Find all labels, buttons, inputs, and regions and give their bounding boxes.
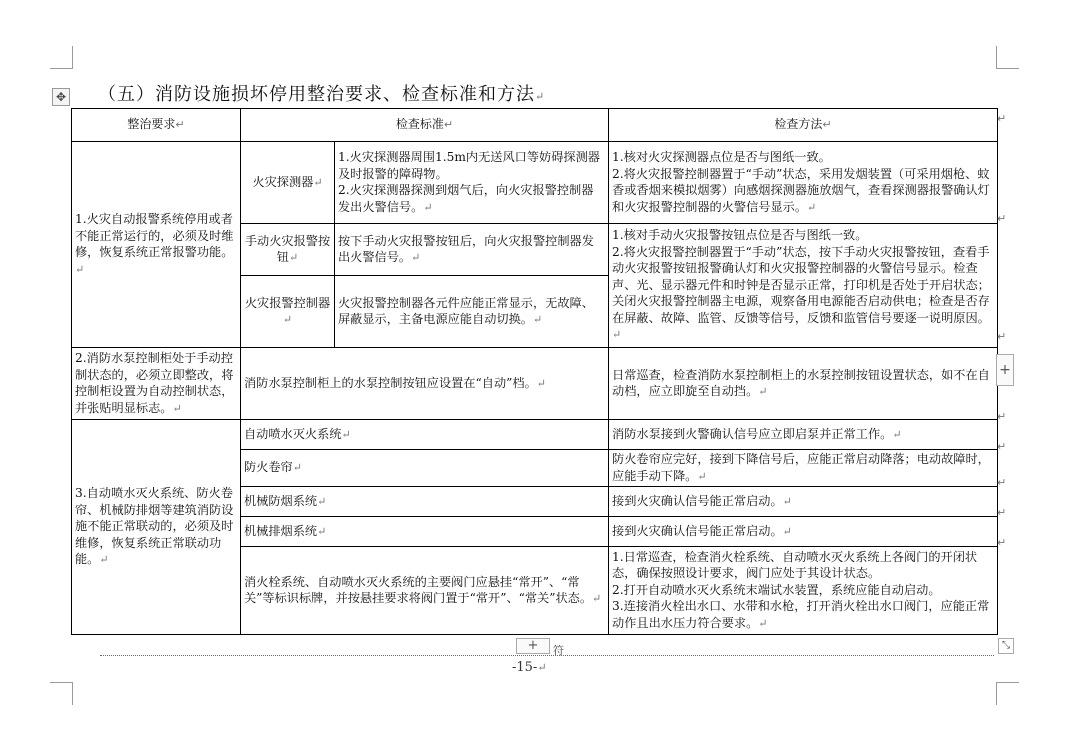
footer-divider bbox=[100, 655, 994, 656]
row-end-mark: ↵ bbox=[997, 410, 1007, 423]
requirement-cell: 2.消防水泵控制柜处于手动控制状态的，必须立即整改，将控制柜设置为自动控制状态，并张贴明显标志。↵ bbox=[72, 348, 241, 420]
standard-cell: 按下手动火灾报警按钮后，向火灾报警控制器发出火警信号。↵ bbox=[335, 224, 609, 276]
standard-cell: 防火卷帘↵ bbox=[241, 450, 609, 487]
table-move-handle-icon[interactable]: ✥ bbox=[52, 88, 70, 106]
standard-cell: 消防水泵控制柜上的水泵控制按钮应设置在“自动”档。↵ bbox=[241, 348, 609, 420]
method-cell: 1.核对火灾探测器点位是否与图纸一致。 2.将火灾报警控制器置于“手动”状态，采用发烟装置（可采用烟枪、蚊香或香烟来模拟烟雾）向感烟探测器施放烟气，查看探测器报警确认灯和火灾报警控制器的火警信号显示。↵ bbox=[609, 142, 998, 224]
section-heading bbox=[98, 80, 545, 106]
item-name-cell: 手动火灾报警按钮↵ bbox=[241, 224, 335, 276]
row-end-mark: ↵ bbox=[997, 212, 1007, 225]
method-cell: 接到火灾确认信号能正常启动。↵ bbox=[609, 517, 998, 547]
method-cell: 1.日常巡查，检查消火栓系统、自动喷水灭火系统上各阀门的开闭状态，确保按照设计要求，阀门应处于其设计状态。 2.打开自动喷水灭火系统末端试水装置，系统应能自动启动。 3.连接消火栓出水口、水带和水枪，打开消火栓出水口阀门，应能正常动作且出水压力符合要求。↵ bbox=[609, 547, 998, 635]
standard-cell: 自动喷水灭火系统↵ bbox=[241, 420, 609, 450]
standard-cell: 火灾报警控制器各元件应能正常显示，无故障、屏蔽显示，主备电源应能自动切换。↵ bbox=[335, 276, 609, 348]
method-cell: 消防水泵接到火警确认信号应立即启泵并正常工作。↵ bbox=[609, 420, 998, 450]
standard-cell: 1.火灾探测器周围1.5m内无送风口等妨碍探测器及时报警的障碍物。 2.火灾探测器探测到烟气后，向火灾报警控制器发出火警信号。↵ bbox=[335, 142, 609, 224]
item-name-cell: 火灾探测器↵ bbox=[241, 142, 335, 224]
table-resize-icon[interactable]: ⤡ bbox=[998, 638, 1014, 654]
row-end-mark: ↵ bbox=[997, 506, 1007, 519]
header-method: 检查方法↵ bbox=[609, 109, 998, 142]
item-name-cell: 火灾报警控制器↵ bbox=[241, 276, 335, 348]
row-end-mark: ↵ bbox=[997, 476, 1007, 489]
table-row bbox=[72, 420, 998, 450]
row-end-mark: ↵ bbox=[997, 112, 1007, 125]
table-row bbox=[72, 142, 998, 224]
inspection-table bbox=[71, 108, 998, 635]
paragraph-mark: ↵ bbox=[535, 90, 546, 103]
method-cell: 日常巡查，检查消防水泵控制柜上的水泵控制按钮设置状态，如不在自动档，应立即旋至自动挡。↵ bbox=[609, 348, 998, 420]
requirement-cell: 1.火灾自动报警系统停用或者不能正常运行的，必须及时维修，恢复系统正常报警功能。↵ bbox=[72, 142, 241, 348]
method-cell: 1.核对手动火灾报警按钮点位是否与图纸一致。 2.将火灾报警控制器置于“手动”状态，按下手动火灾报警按钮，查看手动火灾报警按钮报警确认灯和火灾报警控制器的火警信号显示。检查声、光、显示器元件和时钟是否显示正常，打印机是否处于开启状态；关闭火灾报警控制器主电源，观察备用电源能否启动供电；检查是否存在屏蔽、故障、监管、反馈等信号，反馈和监管信号要逐一说明原因。↵ bbox=[609, 224, 998, 348]
header-standard: 检查标准↵ bbox=[241, 109, 609, 142]
add-column-button[interactable]: + bbox=[996, 354, 1014, 386]
method-cell: 接到火灾确认信号能正常启动。↵ bbox=[609, 487, 998, 517]
standard-cell: 机械防烟系统↵ bbox=[241, 487, 609, 517]
method-cell: 防火卷帘应完好，接到下降信号后，应能正常启动降落；电动故障时，应能手动下降。↵ bbox=[609, 450, 998, 487]
table-header-row bbox=[72, 109, 998, 142]
crop-mark-top-right bbox=[996, 46, 1019, 69]
add-row-button[interactable]: + bbox=[516, 638, 550, 654]
header-requirement: 整治要求↵ bbox=[72, 109, 241, 142]
crop-mark-top-left bbox=[50, 46, 73, 69]
heading-text: （五）消防设施损坏停用整治要求、检查标准和方法 bbox=[98, 84, 535, 105]
standard-cell: 机械排烟系统↵ bbox=[241, 517, 609, 547]
row-end-mark: ↵ bbox=[997, 440, 1007, 453]
standard-cell: 消火栓系统、自动喷水灭火系统的主要阀门应悬挂“常开”、“常关”等标识标牌，并按悬挂要求将阀门置于“常开”、“常关”状态。↵ bbox=[241, 547, 609, 635]
row-end-mark: ↵ bbox=[997, 536, 1007, 549]
row-end-mark: ↵ bbox=[997, 330, 1007, 343]
footnote-symbol: 符 bbox=[553, 644, 564, 657]
table-row bbox=[72, 348, 998, 420]
crop-mark-bottom-right bbox=[996, 682, 1019, 705]
requirement-cell: 3.自动喷水灭火系统、防火卷帘、机械防排烟等建筑消防设施不能正常联动的，必须及时维修，恢复系统正常联动功能。↵ bbox=[72, 420, 241, 635]
crop-mark-bottom-left bbox=[50, 682, 73, 705]
page-number: -15-↵ bbox=[512, 660, 547, 675]
